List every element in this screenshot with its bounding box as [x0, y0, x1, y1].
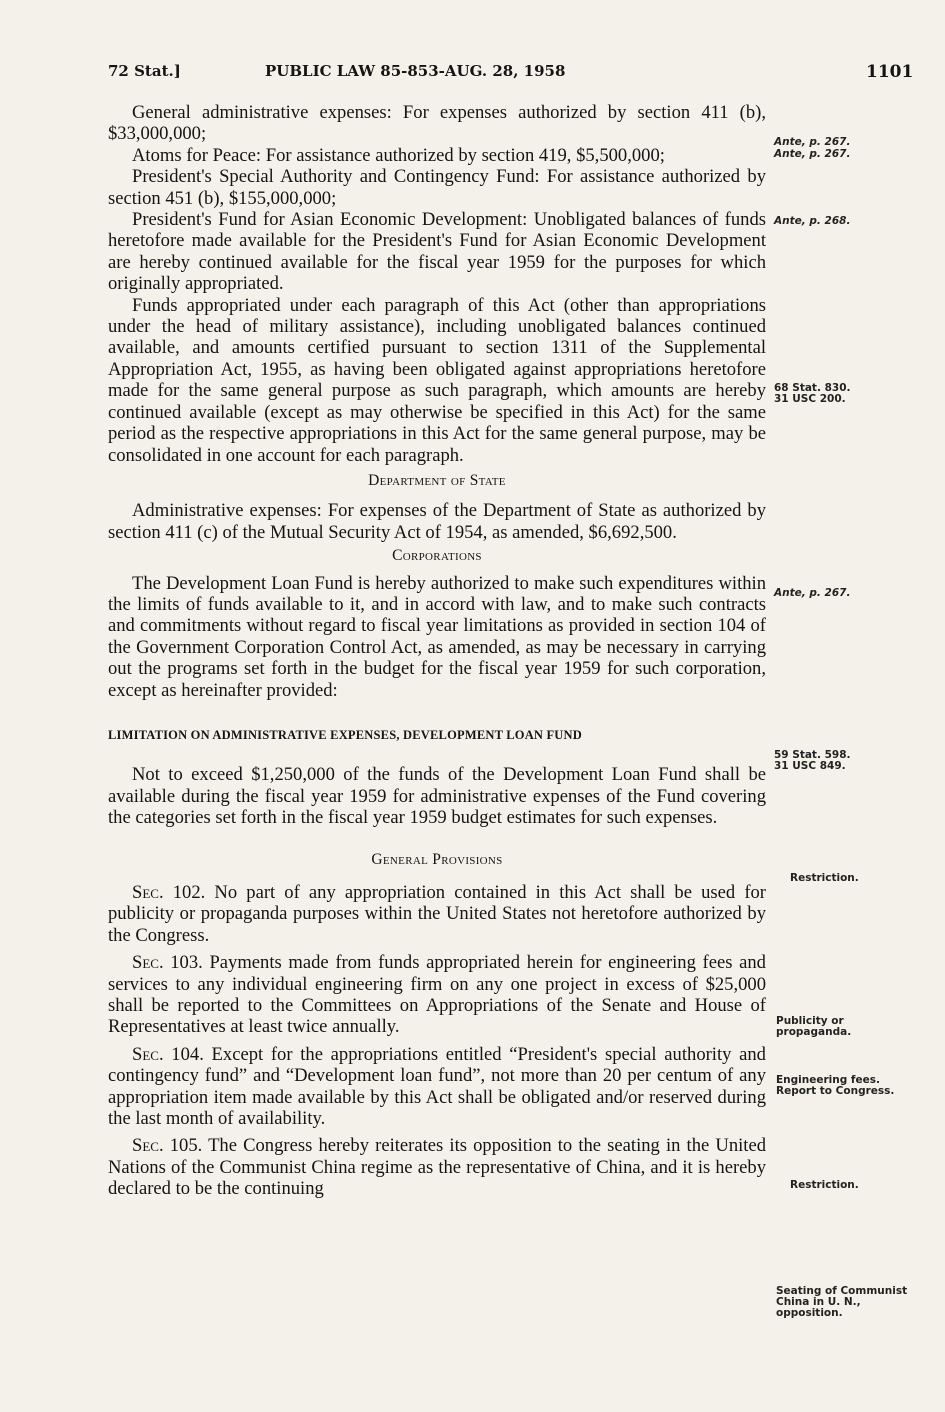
section-102: [108, 882, 766, 946]
margin-note-ante-267-c: Ante, p. 267.: [774, 587, 851, 599]
section-104: [108, 1044, 766, 1130]
heading-general-provisions: General Provisions: [371, 850, 503, 868]
margin-note-68-stat-830: 68 Stat. 830. 31 USC 200.: [774, 382, 851, 405]
section-105-text: The Congress hereby reiterates its opposition to the seating in the United Nations of the Communist China regime as the representative of China, and it is hereby declared to be the continuing: [108, 1135, 766, 1200]
section-104-text: Except for the appropriations entitled “President's special authority and contingency fund” and “Development loan fund”, not more than 20 per centum of any appropriation item made available by this Act shall be obligated and/or reserved during the last month of availability.: [108, 1043, 766, 1130]
margin-note-ante-268: Ante, p. 268.: [774, 215, 851, 227]
section-103-label: Sec. 103.: [132, 952, 203, 974]
section-105-label: Sec. 105.: [132, 1135, 203, 1157]
paragraph-presidents-special-authority: President's Special Authority and Contingency Fund: For assistance authorized by section 451 (b), $155,000,000;: [108, 166, 766, 209]
paragraph-general-admin: General administrative expenses: For expenses authorized by section 411 (b), $33,000,000;: [108, 102, 766, 145]
margin-note-59-stat-598: 59 Stat. 598. 31 USC 849.: [774, 749, 851, 772]
header-volume: 72 Stat.]: [108, 62, 181, 80]
section-105: [108, 1135, 766, 1199]
section-104-label: Sec. 104.: [132, 1043, 204, 1065]
paragraph-funds-consolidation: Funds appropriated under each paragraph of this Act (other than appropriations under the head of military assistance), including unobligated balances continued available, and amounts certified pursuant to section 1311 of the Supplemental Appropriation Act, 1955, as having been obligated against appropriations heretofore made for the same general purpose as such paragraph, which amounts are hereby continued available (except as may otherwise be specified in this Act) for the same period as the respective appropriations in this Act for the same general purpose, may be consolidated in one account for each paragraph.: [108, 294, 766, 466]
margin-note-seating-china: Seating of Communist China in U. N., opposition.: [776, 1285, 908, 1319]
margin-note-ante-267-b: Ante, p. 267.: [774, 148, 851, 160]
paragraph-atoms-for-peace: Atoms for Peace: For assistance authorized by section 419, $5,500,000;: [132, 144, 665, 166]
paragraph-state-admin-expenses: Administrative expenses: For expenses of the Department of State as authorized by section 411 (c) of the Mutual Security Act of 1954, as amended, $6,692,500.: [108, 500, 766, 543]
body-text: [108, 102, 766, 1200]
section-102-text: No part of any appropriation contained in this Act shall be used for publicity or propaganda purposes within the United States not heretofore authorized by the Congress.: [108, 882, 766, 946]
margin-note-engineering-fees: Engineering fees. Report to Congress.: [776, 1074, 895, 1097]
margin-note-ante-267-a: Ante, p. 267.: [774, 136, 851, 148]
margin-note-restriction-b: Restriction.: [790, 1179, 859, 1191]
heading-limitation-admin-expenses: LIMITATION ON ADMINISTRATIVE EXPENSES, DEVELOPMENT LOAN FUND: [108, 727, 582, 742]
section-103: [108, 952, 766, 1038]
paragraph-development-loan-fund: The Development Loan Fund is hereby authorized to make such expenditures within the limits of funds available to it, and in accord with law, and to make such contracts and commitments without regard to fiscal year limitations as provided in section 104 of the Government Corporation Control Act, as amended, as may be necessary in carrying out the programs set forth in the budget for the fiscal year 1959 for such corporation, except as hereinafter provided:: [108, 572, 766, 701]
header-page-number: 1101: [866, 62, 914, 82]
heading-department-of-state: Department of State: [368, 471, 506, 489]
header-law-title: PUBLIC LAW 85-853-AUG. 28, 1958: [265, 62, 566, 80]
section-103-text: Payments made from funds appropriated herein for engineering fees and services to any individual engineering firm on any one project in excess of $25,000 shall be reported to the Committees on Appropriations of the Senate and House of Representatives at least twice annually.: [108, 952, 766, 1038]
section-102-label: Sec. 102.: [132, 882, 206, 903]
paragraph-asian-economic-development: President's Fund for Asian Economic Development: Unobligated balances of funds heretofore made available for the President's Fund for Asian Economic Development are hereby continued available for the fiscal year 1959 for the purposes for which originally appropriated.: [108, 209, 766, 295]
heading-corporations: Corporations: [392, 547, 482, 565]
paragraph-loan-fund-limit: Not to exceed $1,250,000 of the funds of the Development Loan Fund shall be available during the fiscal year 1959 for administrative expenses of the Fund covering the categories set forth in the fiscal year 1959 budget estimates for such expenses.: [108, 764, 766, 829]
margin-note-restriction-a: Restriction.: [790, 872, 859, 884]
margin-note-publicity: Publicity or propaganda.: [776, 1015, 852, 1038]
